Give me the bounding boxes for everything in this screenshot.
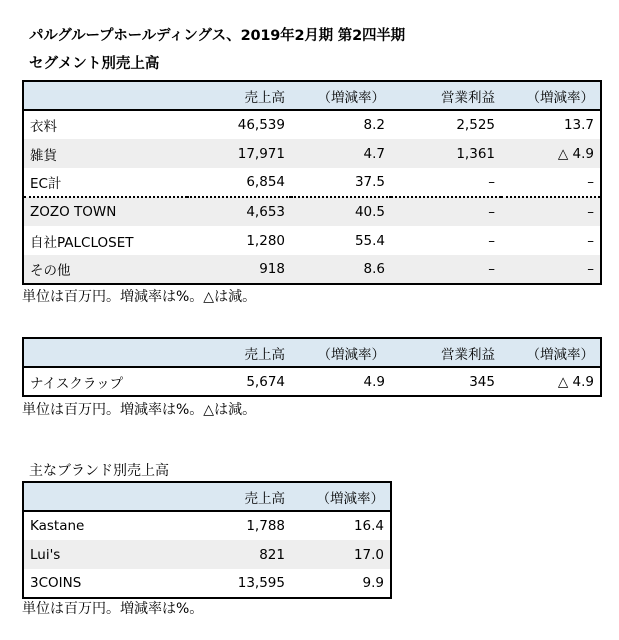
segment-sales-table — [22, 80, 602, 285]
table-cell: 8.2 — [363, 117, 385, 133]
header-blank-cell — [23, 482, 187, 511]
table-cell: – — [587, 261, 594, 277]
row-label: その他 — [30, 263, 71, 279]
table-row — [23, 540, 391, 569]
table-header-row — [23, 81, 601, 110]
table-cell: 1,788 — [246, 518, 285, 534]
row-label: ナイスクラップ — [30, 375, 124, 392]
table-header-row — [23, 482, 391, 511]
brand-sales-table — [22, 481, 392, 599]
column-header: 売上高 — [187, 338, 291, 367]
column-header: 営業利益 — [391, 81, 501, 110]
table-row — [23, 569, 391, 598]
row-label: 雑貨 — [30, 147, 57, 164]
table-row — [23, 139, 601, 168]
table-cell: 37.5 — [291, 168, 391, 197]
table-cell: 8.6 — [363, 261, 385, 277]
row-label: ZOZO TOWN — [30, 204, 117, 220]
table-cell: 46,539 — [237, 117, 285, 133]
table-row — [23, 168, 601, 197]
table-cell: 821 — [259, 546, 285, 563]
column-header: （増減率） — [501, 338, 601, 367]
table-row — [23, 110, 601, 139]
table-cell: 6,854 — [187, 168, 291, 197]
table-cell: – — [391, 168, 501, 197]
table-header-row — [23, 338, 601, 367]
table-cell: 17.0 — [353, 546, 384, 563]
column-header: 売上高 — [187, 482, 291, 511]
segment-note: 単位は百万円。増減率は%。△は減。 — [22, 289, 257, 305]
table-cell: 4,653 — [246, 204, 285, 220]
table-cell: 9.9 — [362, 575, 384, 591]
table-cell: 13.7 — [563, 117, 594, 133]
table-row — [23, 226, 601, 255]
header-blank-cell — [23, 338, 187, 367]
table-row — [23, 197, 601, 226]
header-blank-cell — [23, 81, 187, 110]
brand-caption: 主なブランド別売上高 — [29, 463, 169, 479]
table-cell: △ 4.9 — [557, 373, 594, 390]
column-header: （増減率） — [291, 338, 391, 367]
table-cell: 55.4 — [354, 232, 385, 249]
nice-claup-table — [22, 337, 602, 397]
row-label: Lui's — [30, 546, 61, 563]
table-row — [23, 255, 601, 284]
table-cell: – — [488, 204, 495, 220]
table-cell: 345 — [469, 373, 495, 390]
table-cell: 13,595 — [237, 575, 285, 591]
table-row — [23, 511, 391, 540]
table-row — [23, 367, 601, 396]
table-cell: △ 4.9 — [557, 145, 594, 162]
row-label: EC計 — [23, 168, 187, 197]
column-header: （増減率） — [501, 81, 601, 110]
brand-note: 単位は百万円。増減率は%。 — [22, 601, 204, 617]
column-header: 売上高 — [187, 81, 291, 110]
column-header: （増減率） — [291, 482, 391, 511]
nice-note: 単位は百万円。増減率は%。△は減。 — [22, 402, 257, 418]
segment-subtitle: セグメント別売上高 — [29, 56, 160, 72]
table-cell: 4.7 — [363, 145, 385, 162]
column-header: （増減率） — [291, 81, 391, 110]
table-cell: 2,525 — [456, 117, 495, 133]
row-label: 自社PALCLOSET — [30, 234, 134, 251]
table-cell: 918 — [259, 261, 285, 277]
table-cell: 40.5 — [354, 204, 385, 220]
page-title: パルグループホールディングス、2019年2月期 第2四半期 — [29, 28, 405, 44]
table-cell: 1,361 — [456, 145, 495, 162]
table-cell: – — [587, 204, 594, 220]
table-cell: – — [501, 168, 601, 197]
table-cell: 5,674 — [246, 373, 285, 390]
table-cell: 1,280 — [246, 232, 285, 249]
row-label: Kastane — [30, 518, 85, 534]
table-cell: 4.9 — [363, 373, 385, 390]
row-label: 衣料 — [30, 119, 57, 135]
table-cell: – — [488, 261, 495, 277]
row-label: 3COINS — [30, 575, 82, 591]
table-cell: 16.4 — [353, 518, 384, 534]
column-header: 営業利益 — [391, 338, 501, 367]
table-cell: – — [488, 232, 495, 249]
table-cell: 17,971 — [237, 145, 285, 162]
table-cell: – — [587, 232, 594, 249]
